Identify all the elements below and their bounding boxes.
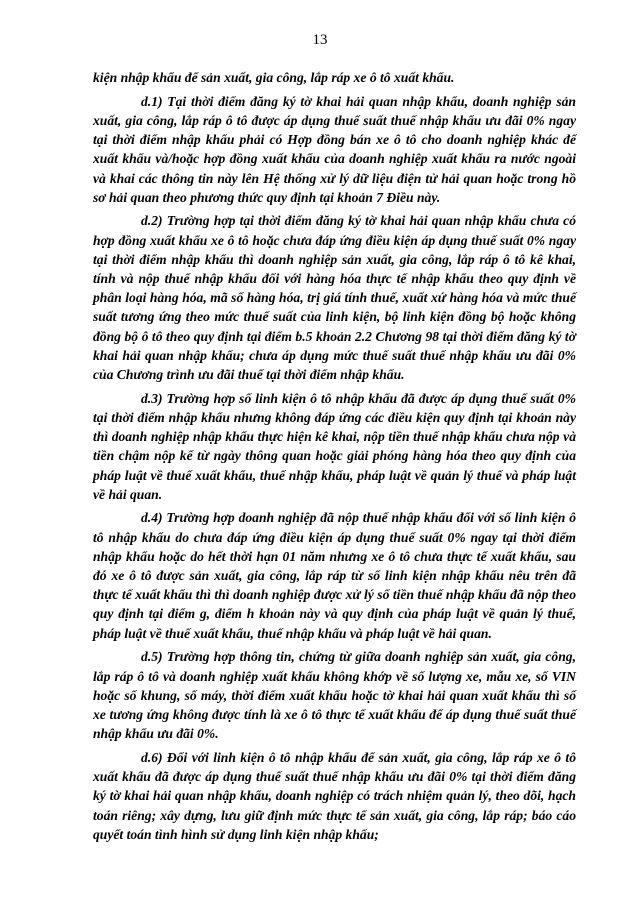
paragraph-d6: d.6) Đối với linh kiện ô tô nhập khẩu để sản xuất, gia công, lắp ráp xe ô tô xuất khẩu đã được áp dụng thuế suất thuế nhập khẩu ưu đãi 0% tại thời điểm đăng ký tờ khai hải quan nhập khẩu, doanh nghiệp có trách nhiệm quản lý, theo dõi, hạch toán riêng; xây dựng, lưu giữ định mức thực tế sản xuất, gia công, lắp ráp; báo cáo quyết toán tình hình sử dụng linh kiện nhập khẩu; bbox=[93, 749, 576, 842]
paragraph-d1: d.1) Tại thời điểm đăng ký tờ khai hải quan nhập khẩu, doanh nghiệp sản xuất, gia công, lắp ráp ô tô được áp dụng thuế suất thuế nhập khẩu ưu đãi 0% ngay tại thời điểm nhập khẩu phải có Hợp đồng bán xe ô tô cho doanh nghiệp khác để xuất khẩu và/hoặc hợp đồng xuất khẩu của doanh nghiệp xuất khẩu ra nước ngoài và khai các thông tin này lên Hệ thống xử lý dữ liệu điện tử hải quan hoặc trong hồ sơ hải quan theo phương thức quy định tại khoản 7 Điều này. bbox=[93, 93, 576, 205]
paragraph-d2: d.2) Trường hợp tại thời điểm đăng ký tờ khai hải quan nhập khẩu chưa có hợp đồng xuất khẩu xe ô tô hoặc chưa đáp ứng điều kiện áp dụng thuế suất 0% ngay tại thời điểm nhập khẩu thì doanh nghiệp sản xuất, gia công, lắp ráp ô tô kê khai, tính và nộp thuế nhập khẩu đối với hàng hóa thực tế nhập khẩu theo quy định về phân loại hàng hóa, mã số hàng hóa, trị giá tính thuế, xuất xứ hàng hóa và mức thuế suất tương ứng theo mức thuế suất của linh kiện, bộ linh kiện đồng bộ hoặc không đồng bộ ô tô theo quy định tại điểm b.5 khoản 2.2 Chương 98 tại thời điểm đăng ký tờ khai hải quan nhập khẩu; chưa áp dụng mức thuế suất thuế nhập khẩu ưu đãi 0% của Chương trình ưu đãi thuế tại thời điểm nhập khẩu. bbox=[93, 213, 576, 383]
paragraph-d4: d.4) Trường hợp doanh nghiệp đã nộp thuế nhập khẩu đối với số linh kiện ô tô nhập khẩu do chưa đáp ứng điều kiện áp dụng thuế suất 0% ngay tại thời điểm nhập khẩu hoặc do hết thời hạn 01 năm nhưng xe ô tô chưa thực tế xuất khẩu, sau đó xe ô tô được sản xuất, gia công, lắp ráp từ số linh kiện nhập khẩu nêu trên đã thực tế xuất khẩu thì thì doanh nghiệp được xử lý số tiền thuế nhập khẩu đã nộp theo quy định tại điểm g, điểm h khoản này và quy định của pháp luật về quản lý thuế, pháp luật về thuế xuất khẩu, thuế nhập khẩu và pháp luật về hải quan. bbox=[93, 510, 576, 641]
paragraph-continuation: kiện nhập khẩu để sản xuất, gia công, lắp ráp xe ô tô xuất khẩu. bbox=[93, 70, 455, 85]
paragraph-d5: d.5) Trường hợp thông tin, chứng từ giữa doanh nghiệp sản xuất, gia công, lắp ráp ô tô và doanh nghiệp xuất khẩu không khớp về số lượng xe, mẫu xe, số VIN hoặc số khung, số máy, thời điểm xuất khẩu hoặc tờ khai hải quan xuất khẩu thì số xe tương ứng không được tính là xe ô tô thực tế xuất khẩu để áp dụng thuế suất thuế nhập khẩu ưu đãi 0%. bbox=[93, 649, 576, 742]
paragraph-d3: d.3) Trường hợp số linh kiện ô tô nhập khẩu đã được áp dụng thuế suất 0% tại thời điểm nhập khẩu nhưng không đáp ứng các điều kiện quy định tại khoản này thì doanh nghiệp nhập khẩu thực hiện kê khai, nộp tiền thuế nhập khẩu chưa nộp và tiền chậm nộp kể từ ngày thông quan hoặc giải phóng hàng hóa theo quy định của pháp luật về thuế xuất khẩu, thuế nhập khẩu, pháp luật về quản lý thuế và pháp luật về hải quan. bbox=[93, 390, 576, 502]
document-body bbox=[93, 68, 576, 848]
page-number: 13 bbox=[312, 32, 328, 48]
